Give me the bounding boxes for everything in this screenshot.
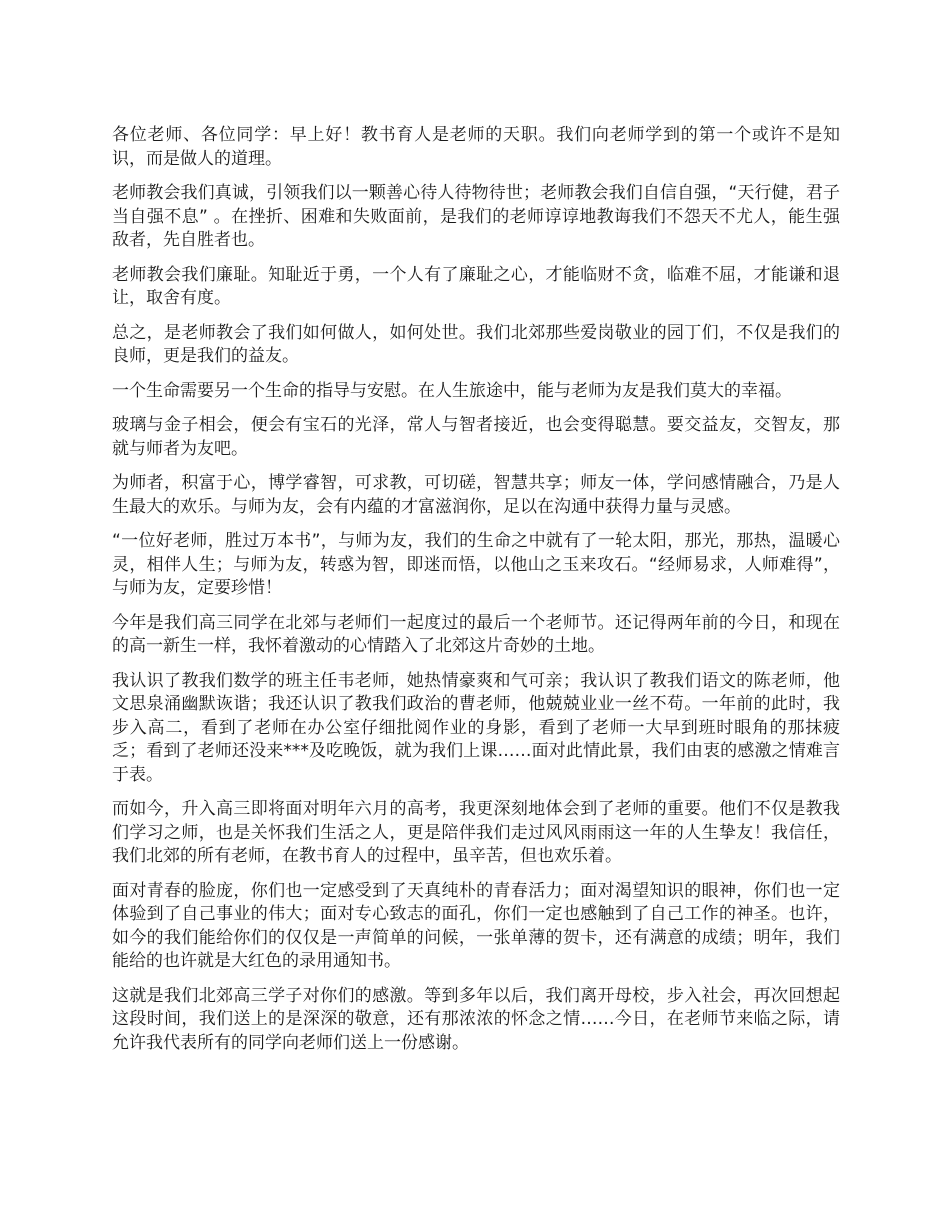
- paragraph-4: 总之，是老师教会了我们如何做人，如何处世。我们北郊那些爱岗敬业的园丁们，不仅是我们的良师，更是我们的益友。: [112, 322, 840, 366]
- paragraph-3: 老师教会我们廉耻。知耻近于勇，一个人有了廉耻之心，才能临财不贪，临难不屈，才能谦和退让，取舍有度。: [112, 264, 840, 308]
- paragraph-8: “一位好老师，胜过万本书”，与师为友，我们的生命之中就有了一轮太阳，那光，那热，温暖心灵，相伴人生；与师为友，转惑为智，即迷而悟，以他山之玉来攻石。“经师易求，人师难得”，与师为友，定要珍惜！: [112, 531, 840, 598]
- paragraph-7: 为师者，积富于心，博学睿智，可求教，可切磋，智慧共享；师友一体，学问感情融合，乃是人生最大的欢乐。与师为友，会有内蕴的才富滋润你，足以在沟通中获得力量与灵感。: [112, 473, 840, 517]
- paragraph-12: 面对青春的脸庞，你们也一定感受到了天真纯朴的青春活力；面对渴望知识的眼神，你们也一定体验到了自己事业的伟大；面对专心致志的面孔，你们一定也感触到了自己工作的神圣。也许，如今的我们能给你们的仅仅是一声简单的问候，一张单薄的贺卡，还有满意的成绩；明年，我们能给的也许就是大红色的录用通知书。: [112, 880, 840, 971]
- paragraph-6: 玻璃与金子相会，便会有宝石的光泽，常人与智者接近，也会变得聪慧。要交益友，交智友，那就与师者为友吧。: [112, 415, 840, 459]
- paragraph-13: 这就是我们北郊高三学子对你们的感激。等到多年以后，我们离开母校，步入社会，再次回想起这段时间，我们送上的是深深的敬意，还有那浓浓的怀念之情……今日，在老师节来临之际，请允许我代表所有的同学向老师们送上一份感谢。: [112, 985, 840, 1053]
- paragraph-9: 今年是我们高三同学在北郊与老师们一起度过的最后一个老师节。还记得两年前的今日，和现在的高一新生一样，我怀着激动的心情踏入了北郊这片奇妙的土地。: [112, 612, 840, 656]
- paragraph-11: 而如今，升入高三即将面对明年六月的高考，我更深刻地体会到了老师的重要。他们不仅是教我们学习之师，也是关怀我们生活之人，更是陪伴我们走过风风雨雨这一年的人生挚友！我信任，我们北郊的所有老师，在教书育人的过程中，虽辛苦，但也欢乐着。: [112, 799, 840, 866]
- paragraph-5: 一个生命需要另一个生命的指导与安慰。在人生旅途中，能与老师为友是我们莫大的幸福。: [112, 380, 792, 401]
- paragraph-10: 我认识了教我们数学的班主任韦老师，她热情豪爽和气可亲；我认识了教我们语文的陈老师，他文思泉涌幽默诙谐；我还认识了教我们政治的曹老师，他兢兢业业一丝不苟。一年前的此时，我步入高二，看到了老师在办公室仔细批阅作业的身影，看到了老师一大早到班时眼角的那抹疲乏；看到了老师还没来***及吃晚饭，就为我们上课……面对此情此景，我们由衷的感激之情难言于表。: [112, 670, 840, 785]
- document-body: [112, 124, 840, 1066]
- paragraph-2: 老师教会我们真诚，引领我们以一颗善心待人待物待世；老师教会我们自信自强，“天行健，君子当自强不息” 。在挫折、困难和失败面前，是我们的老师谆谆地教诲我们不怨天不尤人，能生强敌者，先自胜者也。: [112, 183, 840, 250]
- paragraph-1: 各位老师、各位同学：早上好！教书育人是老师的天职。我们向老师学到的第一个或许不是知识，而是做人的道理。: [112, 125, 840, 169]
